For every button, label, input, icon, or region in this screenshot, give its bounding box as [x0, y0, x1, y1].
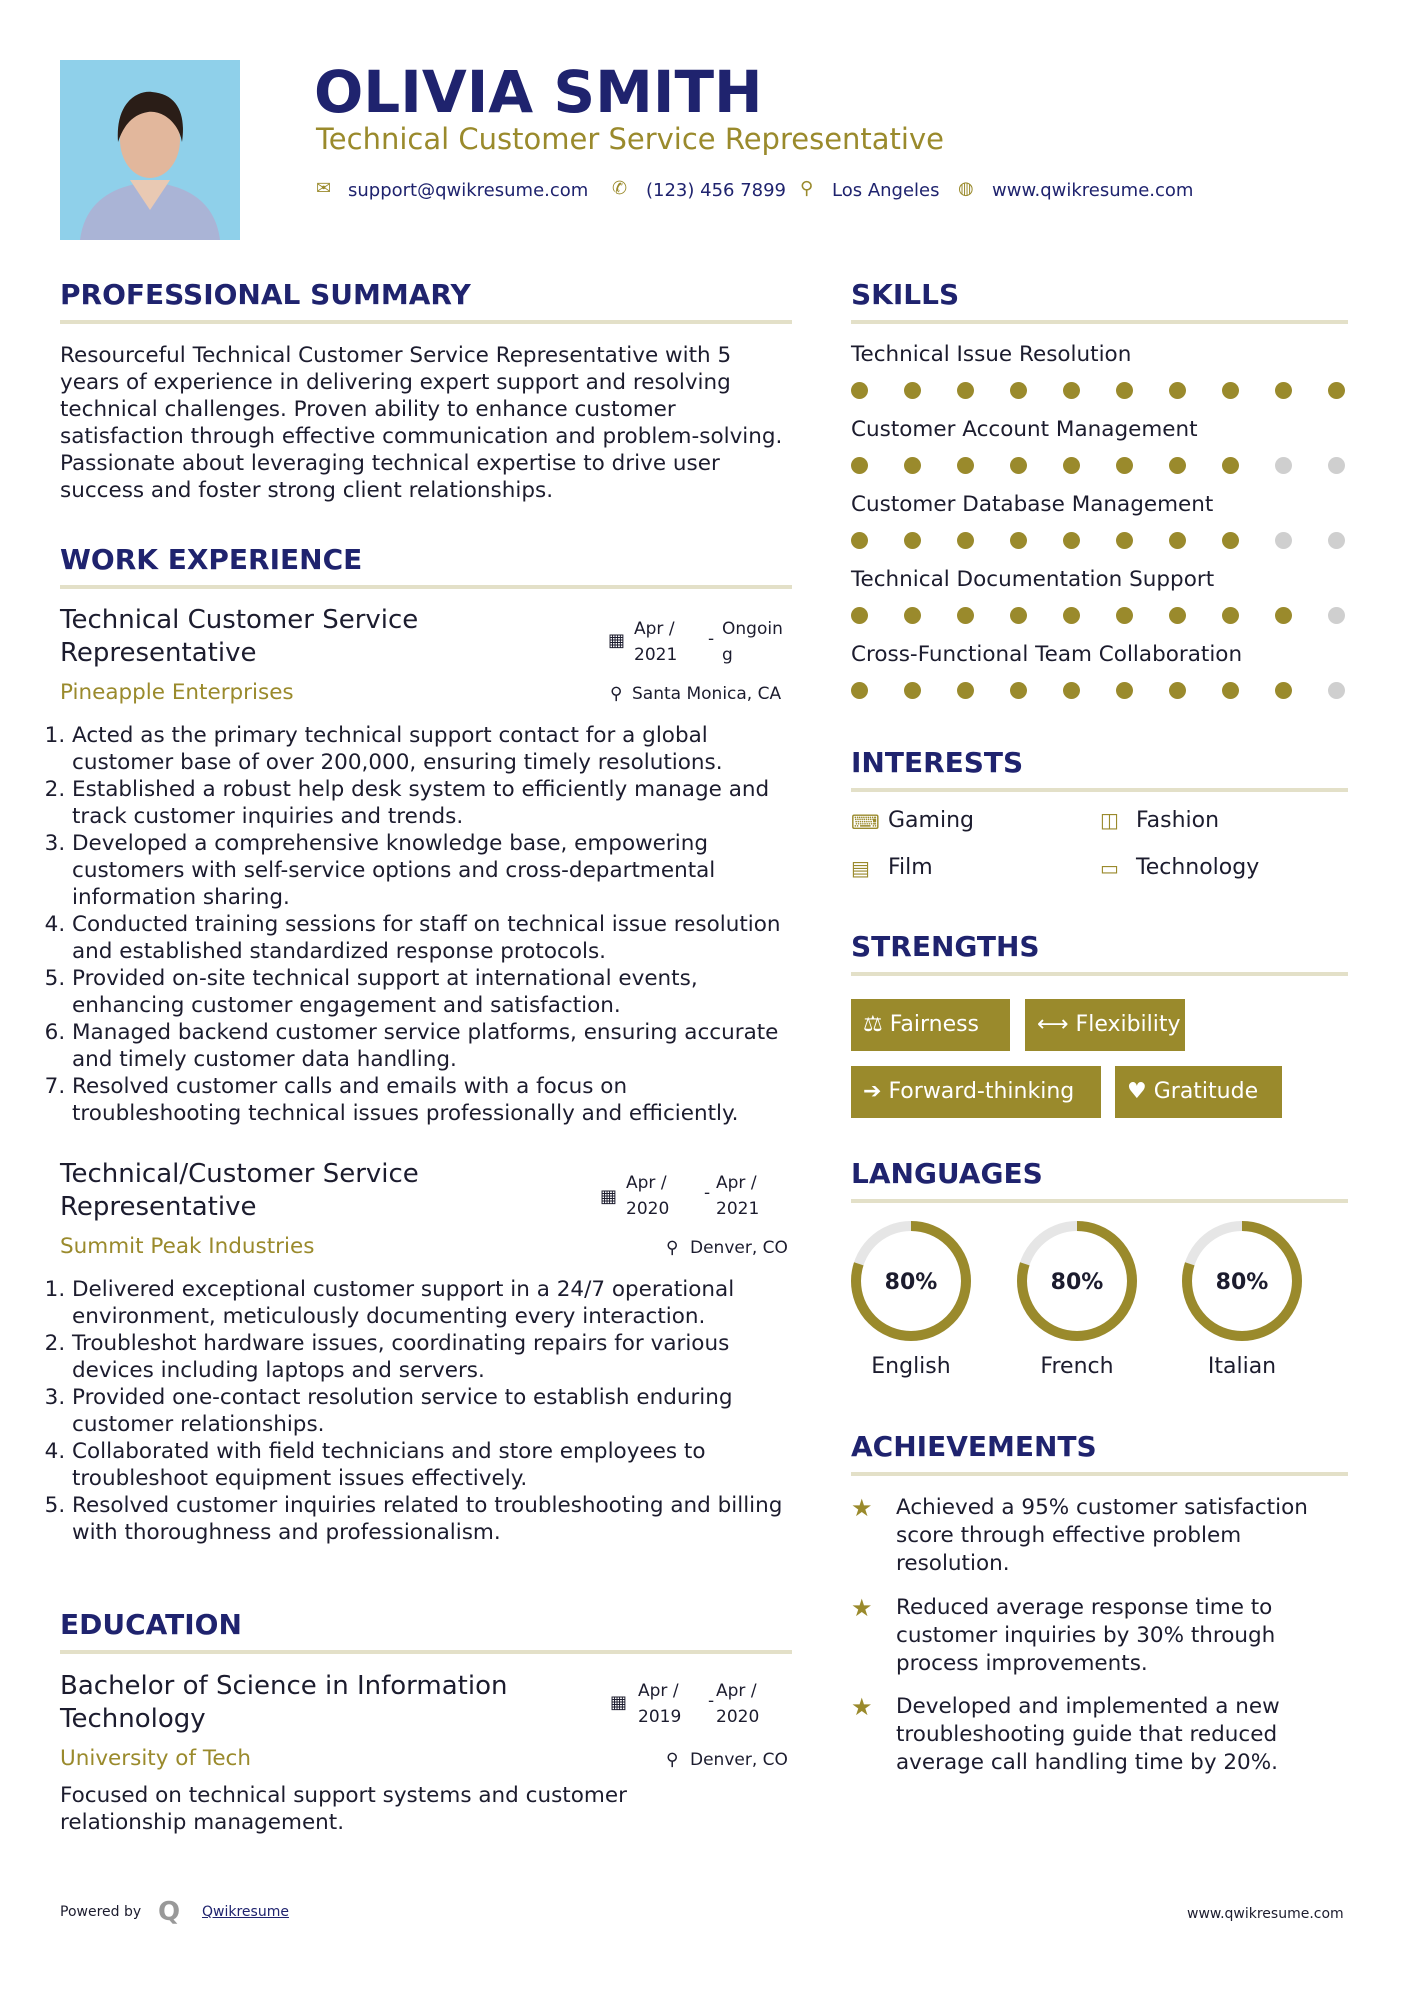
- profile-photo: [60, 60, 240, 240]
- email-link[interactable]: support@qwikresume.com: [348, 180, 589, 201]
- skill-dot-empty: [1275, 457, 1292, 474]
- job-location: Denver, CO: [690, 1238, 788, 1258]
- skills-list: [851, 340, 1351, 710]
- qwikresume-logo-icon: Q: [158, 1897, 181, 1927]
- job-end-date: Ongoin g: [722, 619, 783, 665]
- skill-dot-filled: [1116, 532, 1133, 549]
- skill-dot-filled: [1169, 682, 1186, 699]
- list-item: 4. Collaborated with field technicians and store employees to troubleshoot equipment issues effectively.: [72, 1438, 800, 1492]
- list-item: 2. Established a robust help desk system to efficiently manage and track customer inquiries and trends.: [72, 776, 800, 830]
- language-label: English: [871, 1354, 951, 1379]
- globe-icon: ◍: [958, 178, 974, 199]
- interest-item: Gaming: [888, 808, 974, 833]
- skill-dot-filled: [1116, 682, 1133, 699]
- job-entry-1: [60, 604, 792, 1124]
- skill-dot-filled: [1010, 607, 1027, 624]
- skill-dot-filled: [1010, 682, 1027, 699]
- skill-dot-filled: [1169, 457, 1186, 474]
- list-item: 3. Developed a comprehensive knowledge base, empowering customers with self-service options and cross-departmental information sharing.: [72, 830, 800, 911]
- shopping-bag-icon: ◫: [1100, 808, 1119, 832]
- skill-dot-filled: [1116, 457, 1133, 474]
- skill-label: Customer Account Management: [851, 417, 1198, 442]
- strengths-divider: [851, 972, 1348, 976]
- skill-dot-filled: [851, 532, 868, 549]
- arrow-right-icon: ➔: [863, 1079, 882, 1104]
- languages-heading: LANGUAGES: [851, 1157, 1043, 1190]
- skill-dot-filled: [957, 607, 974, 624]
- skill-dot-filled: [1275, 682, 1292, 699]
- strength-chip: ⚖ Fairness: [851, 999, 1010, 1051]
- heart-icon: ♥: [1127, 1079, 1147, 1104]
- skill-dot-filled: [1169, 382, 1186, 399]
- skill-rating: [851, 382, 1351, 402]
- achievements-heading: ACHIEVEMENTS: [851, 1430, 1097, 1463]
- language-percent: 80%: [884, 1270, 938, 1295]
- job-bullets: [54, 1276, 800, 1546]
- language-ring: [1016, 1220, 1138, 1342]
- language-label: French: [1040, 1354, 1114, 1379]
- skill-dot-filled: [1116, 607, 1133, 624]
- laptop-icon: ▭: [1100, 856, 1119, 880]
- education-entry: [60, 1670, 792, 1850]
- job-location: Santa Monica, CA: [632, 684, 782, 704]
- calendar-icon: ▦: [600, 1186, 618, 1207]
- skill-dot-filled: [957, 682, 974, 699]
- school-name: University of Tech: [60, 1746, 252, 1771]
- list-item: 4. Conducted training sessions for staff on technical issue resolution and established standardized response protocols.: [72, 911, 800, 965]
- film-icon: ▤: [851, 856, 870, 880]
- skill-label: Customer Database Management: [851, 492, 1214, 517]
- company-name: Pineapple Enterprises: [60, 680, 294, 705]
- phone-number: (123) 456 7899: [646, 180, 787, 201]
- strengths-heading: STRENGTHS: [851, 930, 1040, 963]
- skill-dot-empty: [1328, 682, 1345, 699]
- calendar-icon: ▦: [608, 630, 626, 651]
- list-item: 6. Managed backend customer service platforms, ensuring accurate and timely customer data handling.: [72, 1019, 800, 1073]
- achievement-item: Reduced average response time to customer inquiries by 30% through process improvements.: [896, 1595, 1276, 1676]
- skill-dot-filled: [1169, 607, 1186, 624]
- language-percent: 80%: [1215, 1270, 1269, 1295]
- interests-divider: [851, 788, 1348, 792]
- envelope-icon: ✉: [316, 178, 332, 199]
- interest-item: Fashion: [1136, 808, 1220, 833]
- job-title-line-1: Technical/Customer Service: [60, 1159, 419, 1189]
- skill-dot-filled: [851, 607, 868, 624]
- edu-start-date: Apr / 2019: [638, 1681, 682, 1727]
- interests-heading: INTERESTS: [851, 746, 1024, 779]
- skill-label: Cross-Functional Team Collaboration: [851, 642, 1243, 667]
- skill-dot-filled: [1169, 532, 1186, 549]
- edu-location: Denver, CO: [690, 1750, 788, 1770]
- skill-dot-filled: [1222, 382, 1239, 399]
- date-separator: -: [708, 1691, 715, 1711]
- skill-rating: [851, 532, 1351, 552]
- skill-dot-filled: [851, 457, 868, 474]
- gamepad-icon: ⌨: [851, 810, 880, 834]
- skill-dot-filled: [851, 682, 868, 699]
- date-separator: -: [708, 629, 715, 649]
- strength-chip: ♥ Gratitude: [1115, 1066, 1282, 1118]
- education-description: Focused on technical support systems and customer relationship management.: [60, 1783, 627, 1835]
- skill-dot-filled: [1275, 607, 1292, 624]
- powered-by-text: Powered by: [60, 1904, 142, 1920]
- list-item: 1. Delivered exceptional customer support in a 24/7 operational environment, meticulously documenting every interaction.: [72, 1276, 800, 1330]
- list-item: 3. Provided one-contact resolution service to establish enduring customer relationships.: [72, 1384, 800, 1438]
- skill-dot-filled: [1328, 382, 1345, 399]
- candidate-name: OLIVIA SMITH: [314, 58, 763, 126]
- job-title: [60, 1158, 419, 1224]
- skill-dot-filled: [851, 382, 868, 399]
- skill-dot-filled: [1222, 607, 1239, 624]
- job-title: [60, 604, 418, 670]
- pin-icon: ⚲: [666, 1238, 679, 1258]
- strength-chip: ➔ Forward-thinking: [851, 1066, 1101, 1118]
- job-start-date: Apr / 2020: [626, 1173, 670, 1219]
- skill-dot-filled: [904, 607, 921, 624]
- star-icon: ★: [851, 1693, 873, 1721]
- summary-heading: PROFESSIONAL SUMMARY: [60, 278, 471, 311]
- job-end-date: Apr / 2021: [716, 1173, 760, 1219]
- map-marker-icon: ⚲: [800, 178, 814, 199]
- skill-dot-empty: [1328, 607, 1345, 624]
- skill-dot-empty: [1328, 532, 1345, 549]
- skill-rating: [851, 457, 1351, 477]
- language-label: Italian: [1207, 1354, 1277, 1379]
- skill-rating: [851, 607, 1351, 627]
- company-name: Summit Peak Industries: [60, 1234, 315, 1259]
- achievement-item: Achieved a 95% customer satisfaction score through effective problem resolution.: [896, 1495, 1308, 1576]
- skills-divider: [851, 320, 1348, 324]
- achievement-item: Developed and implemented a new troubleshooting guide that reduced average call handling time by 20%.: [896, 1694, 1280, 1775]
- job-title-line-2: Representative: [60, 638, 257, 668]
- education-heading: EDUCATION: [60, 1608, 242, 1641]
- language-percent: 80%: [1050, 1270, 1104, 1295]
- list-item: 7. Resolved customer calls and emails with a focus on troubleshooting technical issues professionally and efficiently.: [72, 1073, 800, 1127]
- languages-divider: [851, 1199, 1348, 1203]
- candidate-title: Technical Customer Service Representative: [316, 122, 944, 156]
- job-entry-2: [60, 1158, 792, 1558]
- calendar-icon: ▦: [610, 1692, 628, 1713]
- experience-heading: WORK EXPERIENCE: [60, 543, 363, 576]
- strength-chip: ⟷ Flexibility: [1025, 999, 1185, 1051]
- achievements-divider: [851, 1472, 1348, 1476]
- list-item: 1. Acted as the primary technical support contact for a global customer base of over 200,000, ensuring timely resolutions.: [72, 722, 800, 776]
- list-item: 5. Provided on-site technical support at international events, enhancing customer engagement and satisfaction.: [72, 965, 800, 1019]
- language-ring: [850, 1220, 972, 1342]
- skill-dot-filled: [957, 532, 974, 549]
- job-title-line-2: Representative: [60, 1192, 257, 1222]
- interest-item: Technology: [1136, 855, 1260, 880]
- list-item: 5. Resolved customer inquiries related to troubleshooting and billing with thoroughness and professionalism.: [72, 1492, 800, 1546]
- skill-dot-filled: [904, 532, 921, 549]
- location-text: Los Angeles: [832, 180, 940, 201]
- skill-dot-filled: [1222, 457, 1239, 474]
- skill-dot-filled: [1010, 457, 1027, 474]
- qwikresume-link[interactable]: Qwikresume: [202, 1904, 289, 1920]
- language-ring: [1181, 1220, 1303, 1342]
- skill-label: Technical Issue Resolution: [851, 342, 1132, 367]
- summary-divider: [60, 320, 792, 324]
- skill-dot-filled: [1010, 382, 1027, 399]
- footer-website-link[interactable]: www.qwikresume.com: [1187, 1906, 1344, 1922]
- skill-dot-filled: [1116, 382, 1133, 399]
- skill-dot-filled: [957, 457, 974, 474]
- website-link[interactable]: www.qwikresume.com: [992, 180, 1194, 201]
- balance-scale-icon: ⚖: [863, 1012, 883, 1037]
- skill-dot-filled: [1063, 382, 1080, 399]
- education-divider: [60, 1650, 792, 1654]
- degree-title: Bachelor of Science in Information Technology: [60, 1671, 508, 1734]
- skill-dot-filled: [1222, 532, 1239, 549]
- skill-dot-filled: [1010, 532, 1027, 549]
- skill-dot-filled: [1063, 457, 1080, 474]
- skill-dot-filled: [957, 382, 974, 399]
- star-icon: ★: [851, 1594, 873, 1622]
- pin-icon: ⚲: [610, 684, 623, 704]
- edu-end-date: Apr / 2020: [716, 1681, 760, 1727]
- skill-dot-filled: [904, 457, 921, 474]
- star-icon: ★: [851, 1494, 873, 1522]
- skill-dot-filled: [1275, 382, 1292, 399]
- skill-label: Technical Documentation Support: [851, 567, 1215, 592]
- skill-dot-empty: [1275, 532, 1292, 549]
- skill-dot-filled: [1063, 532, 1080, 549]
- skill-rating: [851, 682, 1351, 702]
- list-item: 2. Troubleshot hardware issues, coordinating repairs for various devices including laptops and servers.: [72, 1330, 800, 1384]
- date-separator: -: [704, 1183, 711, 1203]
- arrows-horizontal-icon: ⟷: [1037, 1012, 1069, 1037]
- skills-heading: SKILLS: [851, 278, 960, 311]
- summary-text: Resourceful Technical Customer Service Representative with 5 years of experience in delivering expert support and resolving technical challenges. Proven ability to enhance customer satisfaction through effective communication and problem-solving. Passionate about leveraging technical expertise to drive user success and foster strong client relationships.: [60, 343, 783, 503]
- job-title-line-1: Technical Customer Service: [60, 605, 419, 635]
- skill-dot-filled: [1222, 682, 1239, 699]
- skill-dot-filled: [1063, 682, 1080, 699]
- skill-dot-filled: [904, 682, 921, 699]
- pin-icon: ⚲: [666, 1750, 679, 1770]
- avatar: [60, 60, 240, 240]
- skill-dot-filled: [1063, 607, 1080, 624]
- job-bullets: [54, 722, 800, 1127]
- job-start-date: Apr / 2021: [634, 619, 678, 665]
- interest-item: Film: [888, 855, 933, 880]
- skill-dot-empty: [1328, 457, 1345, 474]
- phone-icon: ✆: [612, 178, 628, 199]
- skill-dot-filled: [904, 382, 921, 399]
- experience-divider: [60, 585, 792, 589]
